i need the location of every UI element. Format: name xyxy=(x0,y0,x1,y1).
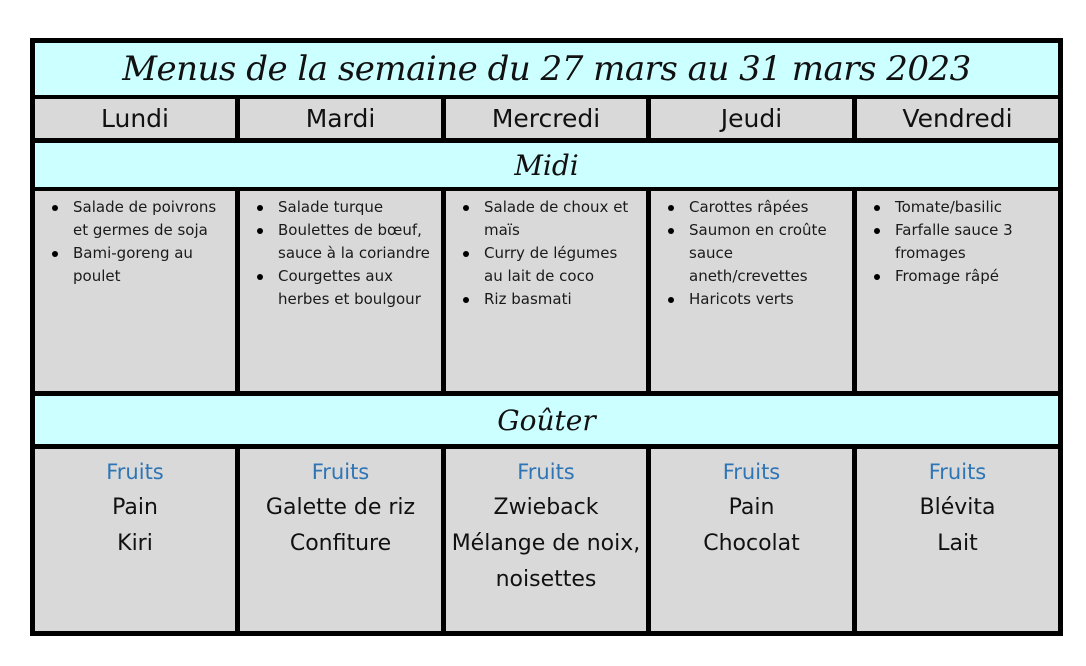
day-header-mercredi: Mercredi xyxy=(446,99,646,138)
section-gouter-label: Goûter xyxy=(497,403,596,437)
gouter-fruit: Fruits xyxy=(311,460,370,484)
menu-item: Salade turque xyxy=(246,196,435,219)
gouter-cell-lundi xyxy=(35,449,235,631)
menu-item: Bami-goreng au poulet xyxy=(41,242,229,288)
day-header-mardi: Mardi xyxy=(240,99,441,138)
menu-item: Riz basmati xyxy=(452,288,640,311)
section-midi xyxy=(35,143,1058,187)
menu-item: Courgettes aux herbes et boulgour xyxy=(246,265,435,311)
gouter-cell-mercredi xyxy=(446,449,646,631)
midi-cell-mercredi xyxy=(446,191,646,391)
midi-list xyxy=(246,196,435,311)
menu-item: Saumon en croûte sauce aneth/crevettes xyxy=(657,219,846,288)
gouter-cell-vendredi xyxy=(857,449,1058,631)
menu-item: Haricots verts xyxy=(657,288,846,311)
menu-item: Tomate/basilic xyxy=(863,196,1052,219)
gouter-item: Galette de riz xyxy=(265,495,416,520)
midi-cell-mardi xyxy=(240,191,441,391)
section-midi-label: Midi xyxy=(514,148,579,182)
menu-item: Boulettes de bœuf, sauce à la coriandre xyxy=(246,219,435,265)
midi-list xyxy=(41,196,229,288)
midi-cell-jeudi xyxy=(651,191,852,391)
gouter-item: Pain xyxy=(728,495,775,520)
gouter-fruit: Fruits xyxy=(106,460,164,484)
gouter-cell-jeudi xyxy=(651,449,852,631)
gouter-item: Confiture xyxy=(289,531,392,556)
menu-table xyxy=(30,38,1063,636)
midi-list xyxy=(452,196,640,311)
gouter-item: Kiri xyxy=(117,531,153,556)
gouter-item: Mélange de noix, noisettes xyxy=(451,531,641,592)
midi-cell-vendredi xyxy=(857,191,1058,391)
gouter-item: Chocolat xyxy=(703,531,800,556)
section-gouter xyxy=(35,396,1058,444)
gouter-item: Pain xyxy=(112,495,158,520)
day-header-vendredi: Vendredi xyxy=(857,99,1058,138)
midi-cell-lundi xyxy=(35,191,235,391)
gouter-item: Zwieback xyxy=(493,495,599,520)
gouter-fruit: Fruits xyxy=(722,460,781,484)
midi-list xyxy=(657,196,846,311)
title-row xyxy=(35,43,1058,95)
menu-item: Farfalle sauce 3 fromages xyxy=(863,219,1052,265)
gouter-fruit: Fruits xyxy=(517,460,575,484)
menu-item: Salade de choux et maïs xyxy=(452,196,640,242)
menu-item: Curry de légumes au lait de coco xyxy=(452,242,640,288)
midi-list xyxy=(863,196,1052,288)
day-header-lundi: Lundi xyxy=(35,99,235,138)
gouter-cell-mardi xyxy=(240,449,441,631)
gouter-item: Lait xyxy=(937,531,978,556)
gouter-item: Blévita xyxy=(919,495,996,520)
menu-item: Carottes râpées xyxy=(657,196,846,219)
page-title: Menus de la semaine du 27 mars au 31 mars 2023 xyxy=(122,49,971,89)
gouter-fruit: Fruits xyxy=(928,460,987,484)
menu-item: Fromage râpé xyxy=(863,265,1052,288)
day-header-jeudi: Jeudi xyxy=(651,99,852,138)
menu-item: Salade de poivrons et germes de soja xyxy=(41,196,229,242)
